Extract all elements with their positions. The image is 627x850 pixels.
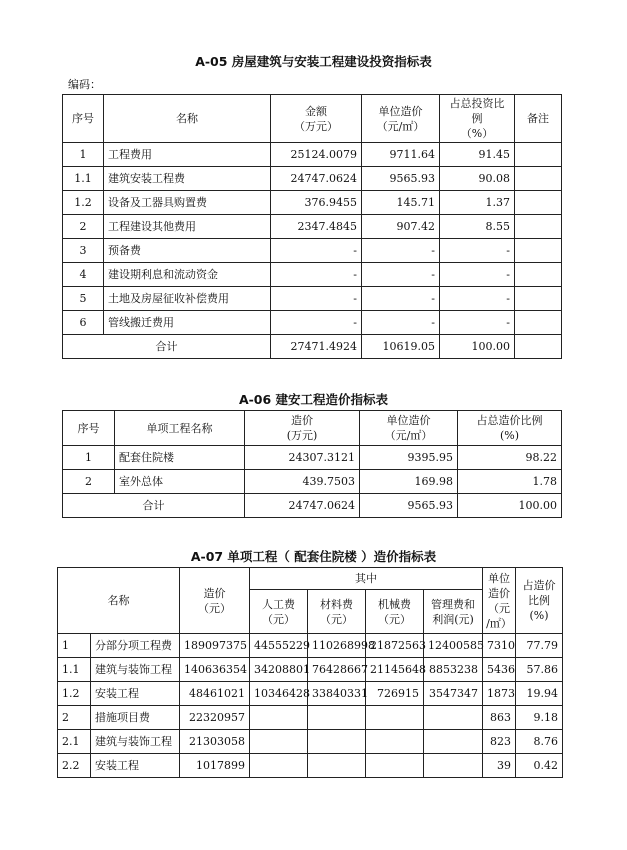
a05-unit-cell: 9565.93 (362, 167, 440, 191)
a07-labor-cell (250, 706, 308, 730)
a05-ratio-cell: 91.45 (440, 143, 515, 167)
table-row (63, 143, 562, 167)
a07-name-cell: 分部分项工程费 (91, 634, 180, 658)
a06-name-cell: 配套住院楼 (115, 446, 245, 470)
a05-total-ratio: 100.00 (440, 335, 515, 359)
a06-total-unit: 9565.93 (360, 494, 458, 518)
a05-name-cell: 建筑安装工程费 (104, 167, 271, 191)
a05-ratio-cell: 90.08 (440, 167, 515, 191)
a07-machine-cell (366, 754, 424, 778)
a07-cost-cell: 21303058 (180, 730, 250, 754)
a05-name-cell: 管线搬迁费用 (104, 311, 271, 335)
a05-header-row (63, 95, 562, 143)
a07-unit-cell: 1873 (483, 682, 516, 706)
a05-seq-cell: 4 (63, 263, 104, 287)
a05-code-label: 编码： (68, 78, 101, 91)
a05-unit-cell: 907.42 (362, 215, 440, 239)
a05-amount-cell: - (271, 287, 362, 311)
a05-seq-cell: 1.1 (63, 167, 104, 191)
a05-unit-cell: - (362, 263, 440, 287)
a07-labor-cell (250, 754, 308, 778)
a07-material-cell: 33840331 (308, 682, 366, 706)
a05-table (62, 94, 562, 359)
a07-cost-cell: 48461021 (180, 682, 250, 706)
a05-amount-cell: 25124.0079 (271, 143, 362, 167)
a07-machine-cell: 21872563 (366, 634, 424, 658)
a06-seq-cell: 1 (63, 446, 115, 470)
a07-table (57, 567, 563, 778)
a05-total-amount: 27471.4924 (271, 335, 362, 359)
a05-amount-cell: - (271, 263, 362, 287)
a05-total-label: 合计 (63, 335, 271, 359)
a07-header-material: 材料费 （元） (308, 590, 366, 634)
table-row (58, 682, 563, 706)
a07-ratio-cell: 57.86 (516, 658, 563, 682)
a05-seq-cell: 1 (63, 143, 104, 167)
a07-seq-cell: 2.2 (58, 754, 91, 778)
a06-header-unit: 单位造价 （元/㎡） (360, 411, 458, 446)
a07-seq-cell: 2.1 (58, 730, 91, 754)
a07-machine-cell: 21145648 (366, 658, 424, 682)
a07-seq-cell: 1.1 (58, 658, 91, 682)
a07-header-ratio: 占造价 比例 (%) (516, 568, 563, 634)
a07-labor-cell: 34208801 (250, 658, 308, 682)
a05-note-cell (515, 143, 562, 167)
a05-header-unit: 单位造价 （元/㎡） (362, 95, 440, 143)
a07-unit-cell: 5436 (483, 658, 516, 682)
table-row (63, 167, 562, 191)
a05-name-cell: 预备费 (104, 239, 271, 263)
a07-mgmt-cell: 12400585 (424, 634, 483, 658)
a07-unit-cell: 863 (483, 706, 516, 730)
table-row (63, 287, 562, 311)
a05-unit-cell: 145.71 (362, 191, 440, 215)
a07-cost-cell: 140636354 (180, 658, 250, 682)
table-row (63, 263, 562, 287)
a05-header-ratio: 占总投资比 例 （%） (440, 95, 515, 143)
table-row (58, 634, 563, 658)
a06-cost-cell: 439.7503 (245, 470, 360, 494)
a07-header-name: 名称 (58, 568, 180, 634)
a07-header-among: 其中 (250, 568, 483, 590)
a07-mgmt-cell (424, 754, 483, 778)
a05-seq-cell: 3 (63, 239, 104, 263)
a07-ratio-cell: 0.42 (516, 754, 563, 778)
a07-seq-cell: 1 (58, 634, 91, 658)
a07-header-cost: 造价 （元） (180, 568, 250, 634)
a05-unit-cell: - (362, 311, 440, 335)
table-row (63, 470, 562, 494)
table-row (63, 446, 562, 470)
a05-unit-cell: - (362, 239, 440, 263)
a05-ratio-cell: 8.55 (440, 215, 515, 239)
a07-labor-cell: 44555229 (250, 634, 308, 658)
a05-ratio-cell: 1.37 (440, 191, 515, 215)
a07-header-mgmt: 管理费和 利润(元) (424, 590, 483, 634)
a07-material-cell: 76428667 (308, 658, 366, 682)
a07-mgmt-cell (424, 706, 483, 730)
a07-material-cell (308, 730, 366, 754)
a07-name-cell: 安装工程 (91, 682, 180, 706)
a07-cost-cell: 189097375 (180, 634, 250, 658)
a05-note-cell (515, 263, 562, 287)
a07-name-cell: 安装工程 (91, 754, 180, 778)
a05-amount-cell: 2347.4845 (271, 215, 362, 239)
a06-name-cell: 室外总体 (115, 470, 245, 494)
a05-header-note: 备注 (515, 95, 562, 143)
a05-ratio-cell: - (440, 287, 515, 311)
a07-ratio-cell: 19.94 (516, 682, 563, 706)
a07-name-cell: 措施项目费 (91, 706, 180, 730)
a05-ratio-cell: - (440, 311, 515, 335)
a05-name-cell: 工程费用 (104, 143, 271, 167)
a05-unit-cell: 9711.64 (362, 143, 440, 167)
a07-mgmt-cell (424, 730, 483, 754)
a07-machine-cell (366, 730, 424, 754)
a07-header-row-1 (58, 568, 563, 590)
a05-total-row (63, 335, 562, 359)
a07-header-unit: 单位 造价 （元 /㎡） (483, 568, 516, 634)
a05-name-cell: 工程建设其他费用 (104, 215, 271, 239)
a05-note-cell (515, 311, 562, 335)
a05-note-cell (515, 191, 562, 215)
table-row (63, 311, 562, 335)
a07-header-labor: 人工费 （元） (250, 590, 308, 634)
table-row (58, 754, 563, 778)
a07-unit-cell: 823 (483, 730, 516, 754)
table-row (58, 706, 563, 730)
a05-seq-cell: 6 (63, 311, 104, 335)
a06-header-ratio: 占总造价比例 (%) (458, 411, 562, 446)
a07-name-cell: 建筑与装饰工程 (91, 658, 180, 682)
a05-ratio-cell: - (440, 239, 515, 263)
a06-ratio-cell: 1.78 (458, 470, 562, 494)
a06-header-name: 单项工程名称 (115, 411, 245, 446)
a06-total-ratio: 100.00 (458, 494, 562, 518)
a05-note-cell (515, 167, 562, 191)
a07-unit-cell: 39 (483, 754, 516, 778)
a07-labor-cell (250, 730, 308, 754)
table-row (58, 658, 563, 682)
a05-ratio-cell: - (440, 263, 515, 287)
table-row (63, 191, 562, 215)
a05-note-cell (515, 287, 562, 311)
a05-name-cell: 设备及工器具购置费 (104, 191, 271, 215)
a06-header-seq: 序号 (63, 411, 115, 446)
a07-unit-cell: 7310 (483, 634, 516, 658)
a05-name-cell: 土地及房屋征收补偿费用 (104, 287, 271, 311)
a05-seq-cell: 2 (63, 215, 104, 239)
a07-cost-cell: 22320957 (180, 706, 250, 730)
a07-mgmt-cell: 8853238 (424, 658, 483, 682)
a05-header-amount: 金额 （万元） (271, 95, 362, 143)
a05-header-name: 名称 (104, 95, 271, 143)
a05-amount-cell: 376.9455 (271, 191, 362, 215)
a05-note-cell (515, 239, 562, 263)
a05-unit-cell: - (362, 287, 440, 311)
a05-header-seq: 序号 (63, 95, 104, 143)
a07-seq-cell: 1.2 (58, 682, 91, 706)
a06-table (62, 410, 562, 518)
a06-unit-cell: 169.98 (360, 470, 458, 494)
a07-ratio-cell: 77.79 (516, 634, 563, 658)
a07-material-cell (308, 706, 366, 730)
table-row (58, 730, 563, 754)
a05-title: A-05 房屋建筑与安装工程建设投资指标表 (195, 54, 432, 69)
a07-cost-cell: 1017899 (180, 754, 250, 778)
a06-total-cost: 24747.0624 (245, 494, 360, 518)
a07-machine-cell (366, 706, 424, 730)
a07-seq-cell: 2 (58, 706, 91, 730)
a05-total-unit: 10619.05 (362, 335, 440, 359)
a07-ratio-cell: 9.18 (516, 706, 563, 730)
a05-amount-cell: - (271, 239, 362, 263)
a06-cost-cell: 24307.3121 (245, 446, 360, 470)
a06-header-cost: 造价 (万元) (245, 411, 360, 446)
a07-header-machine: 机械费 （元） (366, 590, 424, 634)
table-row (63, 239, 562, 263)
a06-title: A-06 建安工程造价指标表 (238, 392, 389, 407)
a07-machine-cell: 726915 (366, 682, 424, 706)
a05-amount-cell: 24747.0624 (271, 167, 362, 191)
a06-header-row (63, 411, 562, 446)
a06-seq-cell: 2 (63, 470, 115, 494)
a07-ratio-cell: 8.76 (516, 730, 563, 754)
table-row (63, 215, 562, 239)
a07-material-cell: 110268998 (308, 634, 366, 658)
a06-ratio-cell: 98.22 (458, 446, 562, 470)
a06-unit-cell: 9395.95 (360, 446, 458, 470)
a07-name-cell: 建筑与装饰工程 (91, 730, 180, 754)
a05-note-cell (515, 215, 562, 239)
a05-seq-cell: 1.2 (63, 191, 104, 215)
a07-material-cell (308, 754, 366, 778)
a07-mgmt-cell: 3547347 (424, 682, 483, 706)
a06-total-row (63, 494, 562, 518)
a05-total-note (515, 335, 562, 359)
a06-total-label: 合计 (63, 494, 245, 518)
a05-name-cell: 建设期利息和流动资金 (104, 263, 271, 287)
a07-title: A-07 单项工程（ 配套住院楼 ）造价指标表 (190, 549, 437, 564)
a05-seq-cell: 5 (63, 287, 104, 311)
a07-labor-cell: 10346428 (250, 682, 308, 706)
a05-amount-cell: - (271, 311, 362, 335)
